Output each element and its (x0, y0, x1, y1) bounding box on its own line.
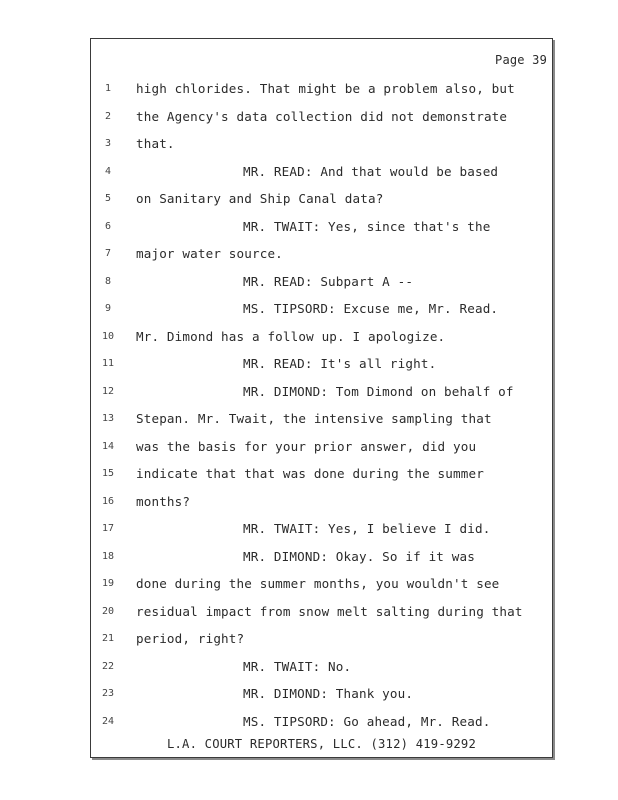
line-number: 11 (101, 358, 115, 369)
transcript-line (91, 708, 552, 736)
line-number: 6 (104, 220, 112, 232)
line-text: major water source. (136, 246, 283, 261)
transcript-line (91, 515, 552, 543)
line-number: 10 (101, 330, 115, 342)
line-text: high chlorides. That might be a problem also, but (136, 81, 515, 96)
line-number: 19 (101, 578, 115, 589)
line-number: 14 (101, 440, 115, 452)
line-number: 8 (104, 275, 112, 287)
line-text: MS. TIPSORD: Excuse me, Mr. Read. (243, 301, 499, 316)
transcript-line (91, 240, 552, 268)
line-text: was the basis for your prior answer, did you (136, 438, 477, 454)
transcript-line (91, 103, 552, 131)
line-text: the Agency's data collection did not demonstrate (136, 108, 508, 124)
line-number: 18 (101, 550, 115, 562)
line-number: 23 (101, 688, 115, 699)
line-text: MR. READ: And that would be based (243, 163, 499, 179)
line-number: 5 (104, 193, 112, 204)
transcript-line (91, 488, 552, 516)
punch-hole-middle (0, 384, 9, 418)
transcript-line (91, 378, 552, 406)
transcript-line (91, 625, 552, 653)
transcript-line (91, 653, 552, 681)
transcript-line (91, 75, 552, 103)
line-number: 1 (104, 83, 112, 94)
line-text: MR. READ: It's all right. (243, 356, 437, 371)
line-number: 22 (101, 660, 115, 672)
line-text: MR. DIMOND: Tom Dimond on behalf of (243, 383, 514, 399)
transcript-line (91, 130, 552, 158)
line-number: 21 (101, 633, 115, 644)
line-text: MR. TWAIT: No. (243, 658, 352, 674)
transcript-line (91, 543, 552, 571)
transcript-line (91, 570, 552, 598)
transcript-line (91, 323, 552, 351)
line-text: residual impact from snow melt salting during that (136, 603, 523, 619)
line-text: MR. TWAIT: Yes, since that's the (243, 218, 491, 234)
line-number: 7 (104, 248, 112, 259)
line-number: 2 (104, 110, 112, 122)
line-number: 20 (101, 605, 115, 617)
transcript-line (91, 598, 552, 626)
line-number: 15 (101, 468, 115, 479)
line-text: period, right? (136, 631, 245, 646)
transcript-line (91, 158, 552, 186)
line-number: 9 (104, 303, 112, 314)
punch-hole-top (0, 78, 9, 112)
line-text: MR. TWAIT: Yes, I believe I did. (243, 521, 491, 536)
transcript-line (91, 295, 552, 323)
line-text: MS. TIPSORD: Go ahead, Mr. Read. (243, 713, 491, 729)
court-reporter-footer: L.A. COURT REPORTERS, LLC. (312) 419-9292 (166, 737, 477, 751)
transcript-line (91, 185, 552, 213)
transcript-line (91, 680, 552, 708)
line-number: 4 (104, 165, 112, 177)
line-number: 12 (101, 385, 115, 397)
line-number: 13 (101, 413, 115, 424)
line-number: 3 (104, 138, 112, 149)
line-number: 16 (101, 495, 115, 507)
transcript-line (91, 213, 552, 241)
transcript-line (91, 460, 552, 488)
line-text: Mr. Dimond has a follow up. I apologize. (136, 328, 446, 344)
page-number: Page 39 (495, 53, 547, 67)
line-number: 17 (101, 523, 115, 534)
punch-hole-bottom (0, 690, 9, 724)
line-text: MR. DIMOND: Okay. So if it was (243, 548, 475, 564)
transcript-page (90, 38, 553, 758)
line-text: that. (136, 136, 175, 151)
line-text: MR. READ: Subpart A -- (243, 273, 414, 289)
line-text: indicate that that was done during the summer (136, 466, 484, 481)
line-text: months? (136, 493, 191, 509)
line-text: on Sanitary and Ship Canal data? (136, 191, 384, 206)
transcript-lines (91, 75, 552, 735)
transcript-line (91, 350, 552, 378)
line-number: 24 (101, 715, 115, 727)
transcript-line (91, 268, 552, 296)
line-text: Stepan. Mr. Twait, the intensive sampling that (136, 411, 492, 426)
transcript-line (91, 405, 552, 433)
transcript-line (91, 433, 552, 461)
line-text: done during the summer months, you wouldn't see (136, 576, 500, 591)
line-text: MR. DIMOND: Thank you. (243, 686, 414, 701)
